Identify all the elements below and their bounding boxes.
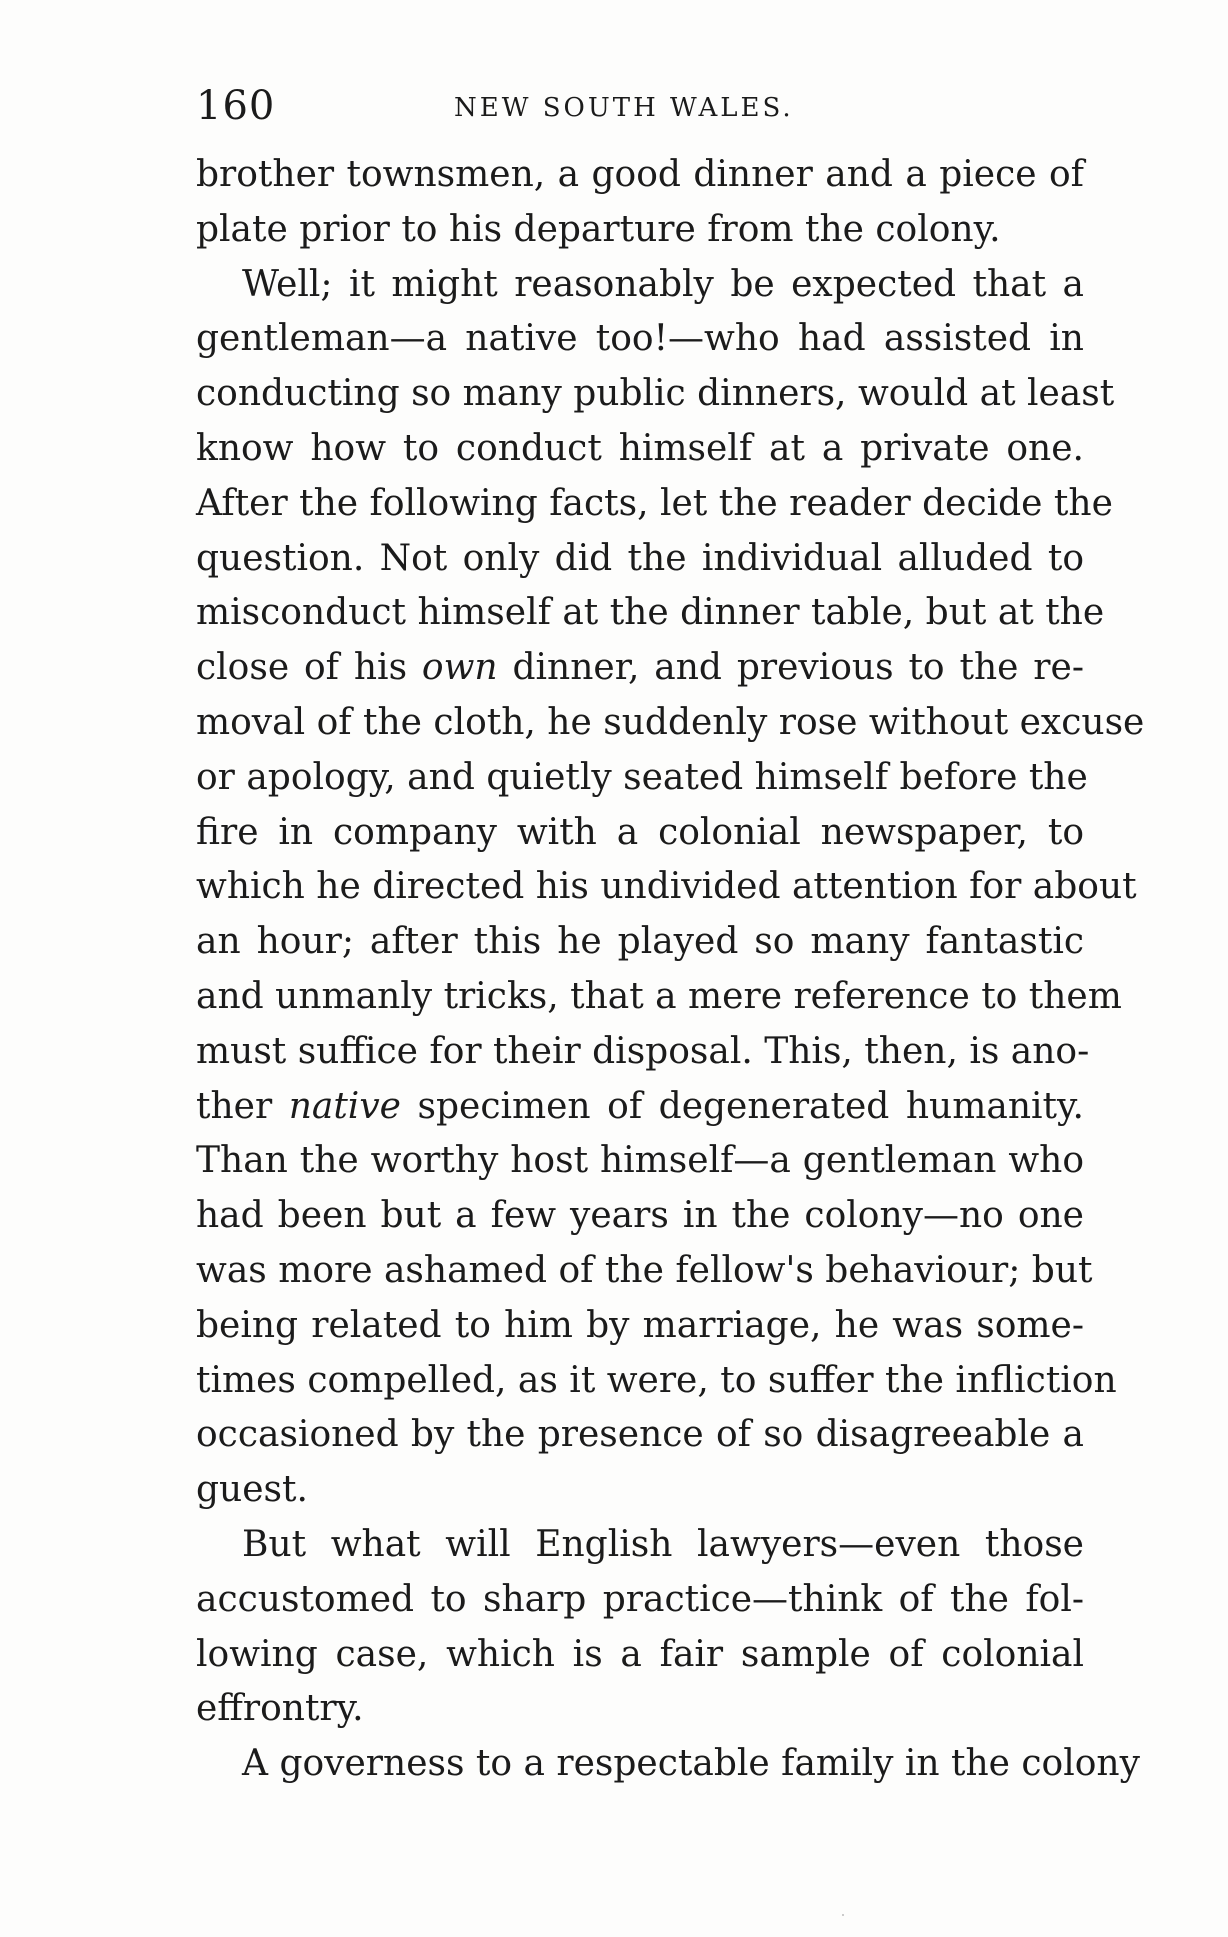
text-line — [196, 1134, 1084, 1189]
page-header — [196, 78, 1084, 134]
text-segment: an hour; after this he played so many fantastic — [196, 921, 1084, 963]
text-segment: which he directed his undivided attention for about — [196, 866, 1137, 908]
text-segment: was more ashamed of the fellow's behaviour; but — [196, 1249, 1093, 1291]
text-line — [196, 860, 1137, 915]
text-line — [196, 1408, 1084, 1463]
text-segment: close of his — [196, 647, 422, 689]
text-segment: A governess to a respectable family in the colony — [242, 1743, 1140, 1785]
text-segment: ther — [196, 1085, 289, 1127]
text-line — [196, 970, 1122, 1025]
text-segment: gentleman—a native too!—who had assisted in — [196, 318, 1084, 360]
text-line — [196, 258, 1084, 313]
paper-speck — [842, 1914, 844, 1916]
text-line — [196, 915, 1084, 970]
text-line — [196, 422, 1084, 477]
body-text — [196, 148, 1145, 1792]
text-line — [196, 751, 1088, 806]
text-segment: effrontry. — [196, 1688, 364, 1730]
text-segment: dinner, and previous to the re- — [497, 647, 1084, 689]
running-head: NEW SOUTH WALES. — [454, 93, 794, 123]
text-line — [196, 532, 1084, 587]
text-segment: or apology, and quietly seated himself before the — [196, 756, 1088, 798]
text-segment: misconduct himself at the dinner table, but at the — [196, 592, 1105, 634]
text-line — [196, 806, 1084, 861]
text-segment: moval of the cloth, he suddenly rose without excuse — [196, 701, 1145, 743]
text-segment: fire in company with a colonial newspaper, to — [196, 811, 1084, 853]
text-segment: Well; it might reasonably be expected that a — [242, 263, 1084, 305]
text-segment: accustomed to sharp practice—think of the fol- — [196, 1578, 1084, 1620]
text-segment: lowing case, which is a fair sample of colonial — [196, 1633, 1084, 1675]
text-segment: must suffice for their disposal. This, then, is ano- — [196, 1030, 1090, 1072]
text-line — [196, 696, 1145, 751]
text-line — [196, 1354, 1117, 1409]
text-segment: guest. — [196, 1469, 308, 1511]
text-line — [196, 312, 1084, 367]
text-line — [196, 1682, 1084, 1737]
text-line — [196, 367, 1115, 422]
page-number: 160 — [196, 83, 276, 129]
text-segment: being related to him by marriage, he was some- — [196, 1304, 1084, 1346]
text-segment: specimen of degenerated humanity. — [400, 1085, 1084, 1127]
text-line — [196, 1244, 1093, 1299]
text-segment: know how to conduct himself at a private one. — [196, 427, 1084, 469]
text-line — [196, 1025, 1090, 1080]
text-line — [196, 1299, 1084, 1354]
italic-text: native — [288, 1085, 401, 1127]
text-line — [196, 1463, 1084, 1518]
italic-text: own — [421, 647, 498, 689]
text-segment: brother townsmen, a good dinner and a piece of — [196, 154, 1084, 195]
text-line — [196, 1628, 1084, 1683]
text-segment: and unmanly tricks, that a mere reference to them — [196, 975, 1122, 1017]
text-line — [196, 586, 1105, 641]
text-line — [196, 477, 1113, 532]
text-segment: But what will English lawyers—even those — [242, 1523, 1084, 1565]
text-line — [196, 641, 1084, 696]
text-line — [196, 1737, 1140, 1792]
text-segment: Than the worthy host himself—a gentleman who — [196, 1140, 1084, 1182]
text-segment: After the following facts, let the reader decide the — [196, 482, 1113, 524]
text-segment: times compelled, as it were, to suffer the infliction — [196, 1359, 1117, 1401]
text-line — [196, 148, 1084, 203]
text-line — [196, 203, 1084, 258]
text-segment: had been but a few years in the colony—no one — [196, 1195, 1084, 1237]
text-segment: occasioned by the presence of so disagreeable a — [196, 1414, 1084, 1456]
text-line — [196, 1189, 1084, 1244]
text-line — [196, 1518, 1084, 1573]
text-segment: plate prior to his departure from the colony. — [196, 208, 1001, 250]
text-line — [196, 1080, 1084, 1135]
text-segment: conducting so many public dinners, would at least — [196, 373, 1115, 415]
text-line — [196, 1573, 1084, 1628]
text-segment: question. Not only did the individual alluded to — [196, 537, 1084, 579]
